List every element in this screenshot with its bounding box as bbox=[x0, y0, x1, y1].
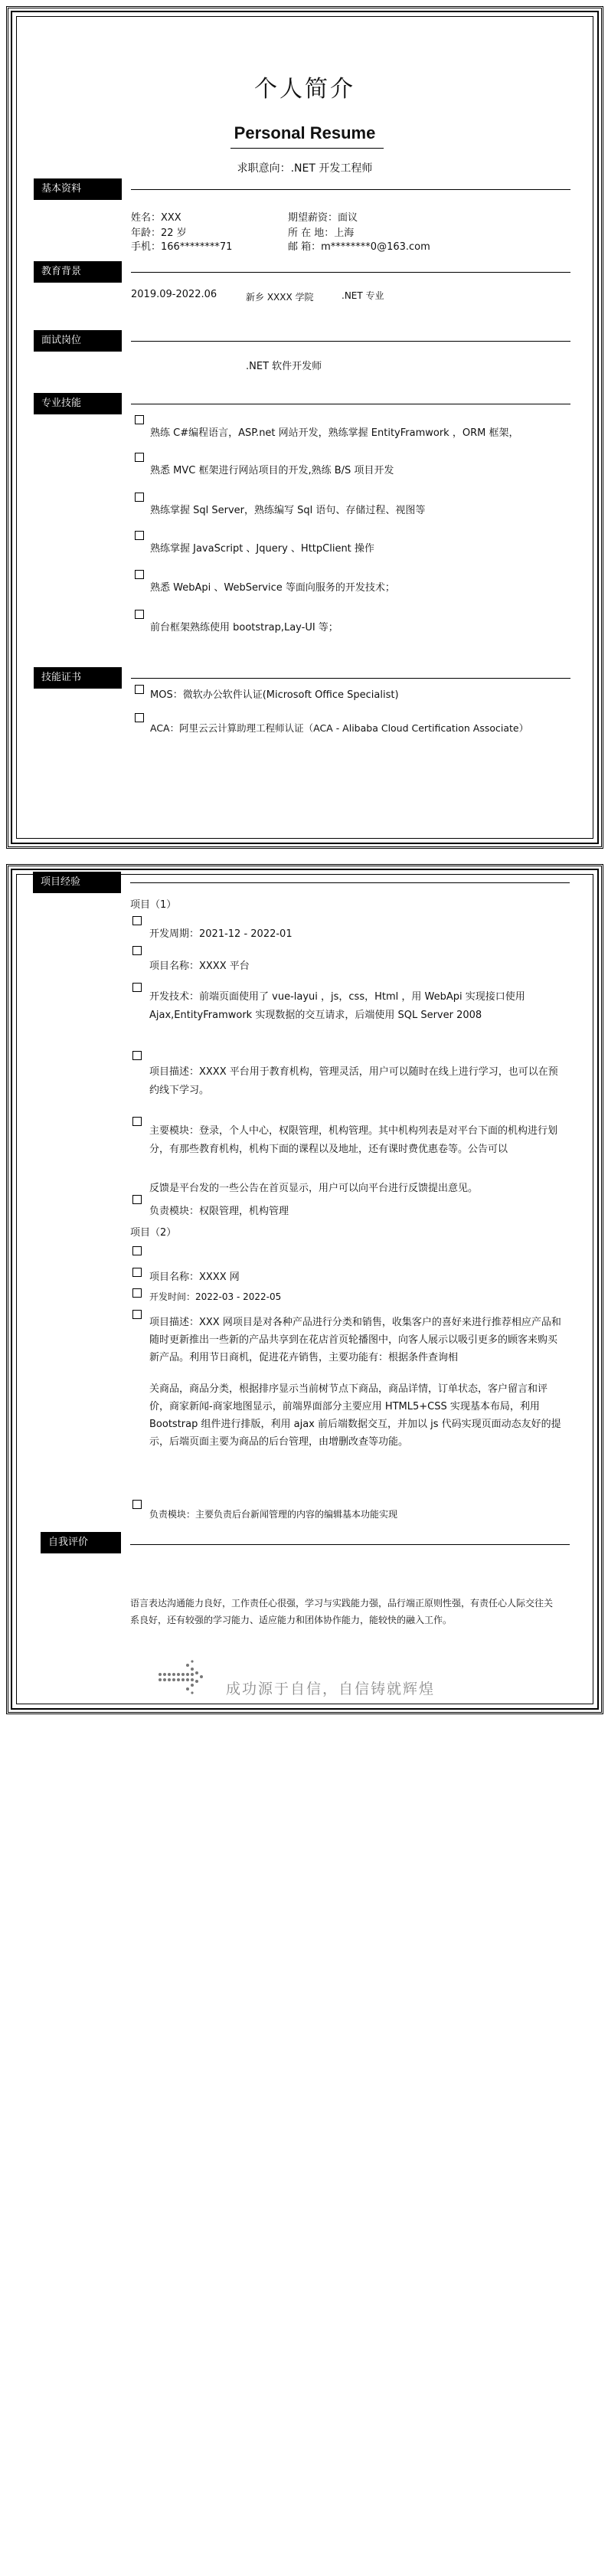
project2-checkbox[interactable] bbox=[132, 1288, 142, 1298]
project2-desc: 项目描述：XXX 网项目是对各种产品进行分类和销售，收集客户的喜好来进行推荐相应产品和随时更新推出一些新的产品共享到在花店首页轮播图中，向客人展示以吸引更多的顾客来购买新产品。利用节日商机，促进花卉销售，主要功能有：根据条件查询相 bbox=[149, 1317, 561, 1363]
skill-item: 熟悉 MVC 框架进行网站项目的开发,熟练 B/S 项目开发 bbox=[150, 465, 394, 476]
project1-checkbox[interactable] bbox=[132, 1195, 142, 1204]
skill-item: 熟悉 WebApi 、WebService 等面向服务的开发技术； bbox=[150, 582, 395, 594]
skill-checkbox[interactable] bbox=[135, 531, 144, 540]
section-certificates-rule bbox=[131, 678, 570, 679]
project1-desc: 项目描述：XXXX 平台用于教育机构，管理灵活，用户可以随时在线上进行学习，也可以在预约线下学习。 bbox=[149, 1066, 558, 1096]
info-phone: 手机：166********71 bbox=[131, 241, 233, 253]
project1-period: 开发周期：2021-12 - 2022-01 bbox=[149, 928, 293, 940]
section-education-label: 教育背景 bbox=[34, 261, 122, 283]
info-salary: 期望薪资：面议 bbox=[288, 212, 358, 224]
project2-checkbox[interactable] bbox=[132, 1500, 142, 1509]
section-projects-label: 项目经验 bbox=[33, 872, 121, 893]
skill-checkbox[interactable] bbox=[135, 610, 144, 619]
project1-checkbox[interactable] bbox=[132, 916, 142, 925]
resume-page-1 bbox=[6, 6, 603, 849]
project1-name: 项目名称：XXXX 平台 bbox=[149, 961, 250, 972]
project1-checkbox[interactable] bbox=[132, 1051, 142, 1060]
project1-label: 项目（1） bbox=[130, 899, 177, 911]
project2-label: 项目（2） bbox=[130, 1227, 177, 1239]
project1-responsibility: 负责模块：权限管理，机构管理 bbox=[149, 1206, 289, 1217]
job-intention: 求职意向：.NET 开发工程师 bbox=[237, 162, 373, 175]
info-name: 姓名：XXX bbox=[131, 212, 181, 224]
project2-desc-continued: 关商品，商品分类，根据排序显示当前树节点下商品，商品详情，订单状态，客户留言和评价，商家新闻-商家地图显示，前端界面部分主要应用 HTML5+CSS 实现基本布局，利用 Bootstrap 组件进行排版，利用 ajax 前后端数据交互，并加以 js 代码实现页面动态友好的提示，后端页面主要为商品的后台管理，由增删改查等功能。 bbox=[149, 1383, 561, 1448]
title-divider bbox=[230, 148, 384, 149]
project1-checkbox[interactable] bbox=[132, 1117, 142, 1126]
edu-school: 新乡 XXXX 学院 bbox=[246, 292, 314, 303]
title-english: Personal Resume bbox=[234, 123, 376, 142]
info-email: 邮 箱：m********0@163.com bbox=[288, 241, 430, 253]
project2-checkbox[interactable] bbox=[132, 1246, 142, 1255]
dotted-arrow-icon bbox=[157, 1659, 208, 1696]
edu-period: 2019.09-2022.06 bbox=[131, 289, 217, 300]
interview-position: .NET 软件开发师 bbox=[246, 361, 322, 372]
section-skills-label: 专业技能 bbox=[34, 393, 122, 414]
skill-checkbox[interactable] bbox=[135, 453, 144, 462]
certificate-item: ACA：阿里云云计算助理工程师认证（ACA - Alibaba Cloud Certification Associate） bbox=[150, 722, 529, 734]
section-education-rule bbox=[131, 272, 570, 273]
certificate-checkbox[interactable] bbox=[135, 685, 144, 694]
section-projects-rule bbox=[130, 882, 570, 883]
project2-name: 项目名称：XXXX 网 bbox=[149, 1272, 240, 1283]
project1-checkbox[interactable] bbox=[132, 983, 142, 992]
section-interview-label: 面试岗位 bbox=[34, 330, 122, 352]
project1-tech: 开发技术：前端页面使用了 vue-layui ，js，css，Html ，用 WebApi 实现接口使用 Ajax,EntityFramwork 实现数据的交互请求，后端使用 SQL Server 2008 bbox=[149, 991, 525, 1021]
section-evaluation-label: 自我评价 bbox=[41, 1532, 121, 1553]
project1-feedback: 反馈是平台发的一些公告在首页显示，用户可以向平台进行反馈提出意见。 bbox=[149, 1183, 479, 1194]
certificate-item: MOS：微软办公软件认证(Microsoft Office Specialist) bbox=[150, 689, 399, 701]
section-evaluation-rule bbox=[130, 1544, 570, 1545]
project2-checkbox[interactable] bbox=[132, 1268, 142, 1277]
project2-checkbox[interactable] bbox=[132, 1310, 142, 1319]
evaluation-text: 语言表达沟通能力良好，工作责任心很强，学习与实践能力强，品行端正原则性强，有责任心人际交往关系良好，还有较强的学习能力、适应能力和团体协作能力，能较快的融入工作。 bbox=[130, 1598, 554, 1625]
skill-checkbox[interactable] bbox=[135, 493, 144, 502]
project2-period: 开发时间：2022-03 - 2022-05 bbox=[149, 1291, 282, 1302]
section-certificates-label: 技能证书 bbox=[34, 667, 122, 689]
skill-item: 熟练掌握 JavaScript 、Jquery 、HttpClient 操作 bbox=[150, 543, 374, 555]
title-chinese: 个人简介 bbox=[254, 76, 355, 103]
skill-checkbox[interactable] bbox=[135, 415, 144, 424]
section-basic-rule bbox=[131, 189, 570, 190]
section-basic-label: 基本资料 bbox=[34, 178, 122, 200]
project1-checkbox[interactable] bbox=[132, 946, 142, 955]
project2-responsibility: 负责模块：主要负责后台新闻管理的内容的编辑基本功能实现 bbox=[149, 1509, 398, 1520]
edu-major: .NET 专业 bbox=[342, 290, 384, 301]
skill-checkbox[interactable] bbox=[135, 570, 144, 579]
info-location: 所 在 地：上海 bbox=[288, 227, 355, 239]
skill-item: 前台框架熟练使用 bootstrap,Lay-UI 等； bbox=[150, 622, 338, 633]
section-interview-rule bbox=[131, 341, 570, 342]
certificate-checkbox[interactable] bbox=[135, 713, 144, 722]
motto: 成功源于自信，自信铸就辉煌 bbox=[226, 1681, 436, 1697]
skill-item: 熟练 C#编程语言，ASP.net 网站开发，熟练掌握 EntityFramwork ，ORM 框架， bbox=[150, 427, 519, 439]
project1-modules: 主要模块：登录，个人中心，权限管理，机构管理。其中机构列表是对平台下面的机构进行划分，有那些教育机构，机构下面的课程以及地址，还有课时费优惠卷等。公告可以 bbox=[149, 1125, 558, 1155]
info-age: 年龄：22 岁 bbox=[131, 227, 187, 239]
skill-item: 熟练掌握 Sql Server，熟练编写 Sql 语句、存储过程、视图等 bbox=[150, 505, 426, 516]
